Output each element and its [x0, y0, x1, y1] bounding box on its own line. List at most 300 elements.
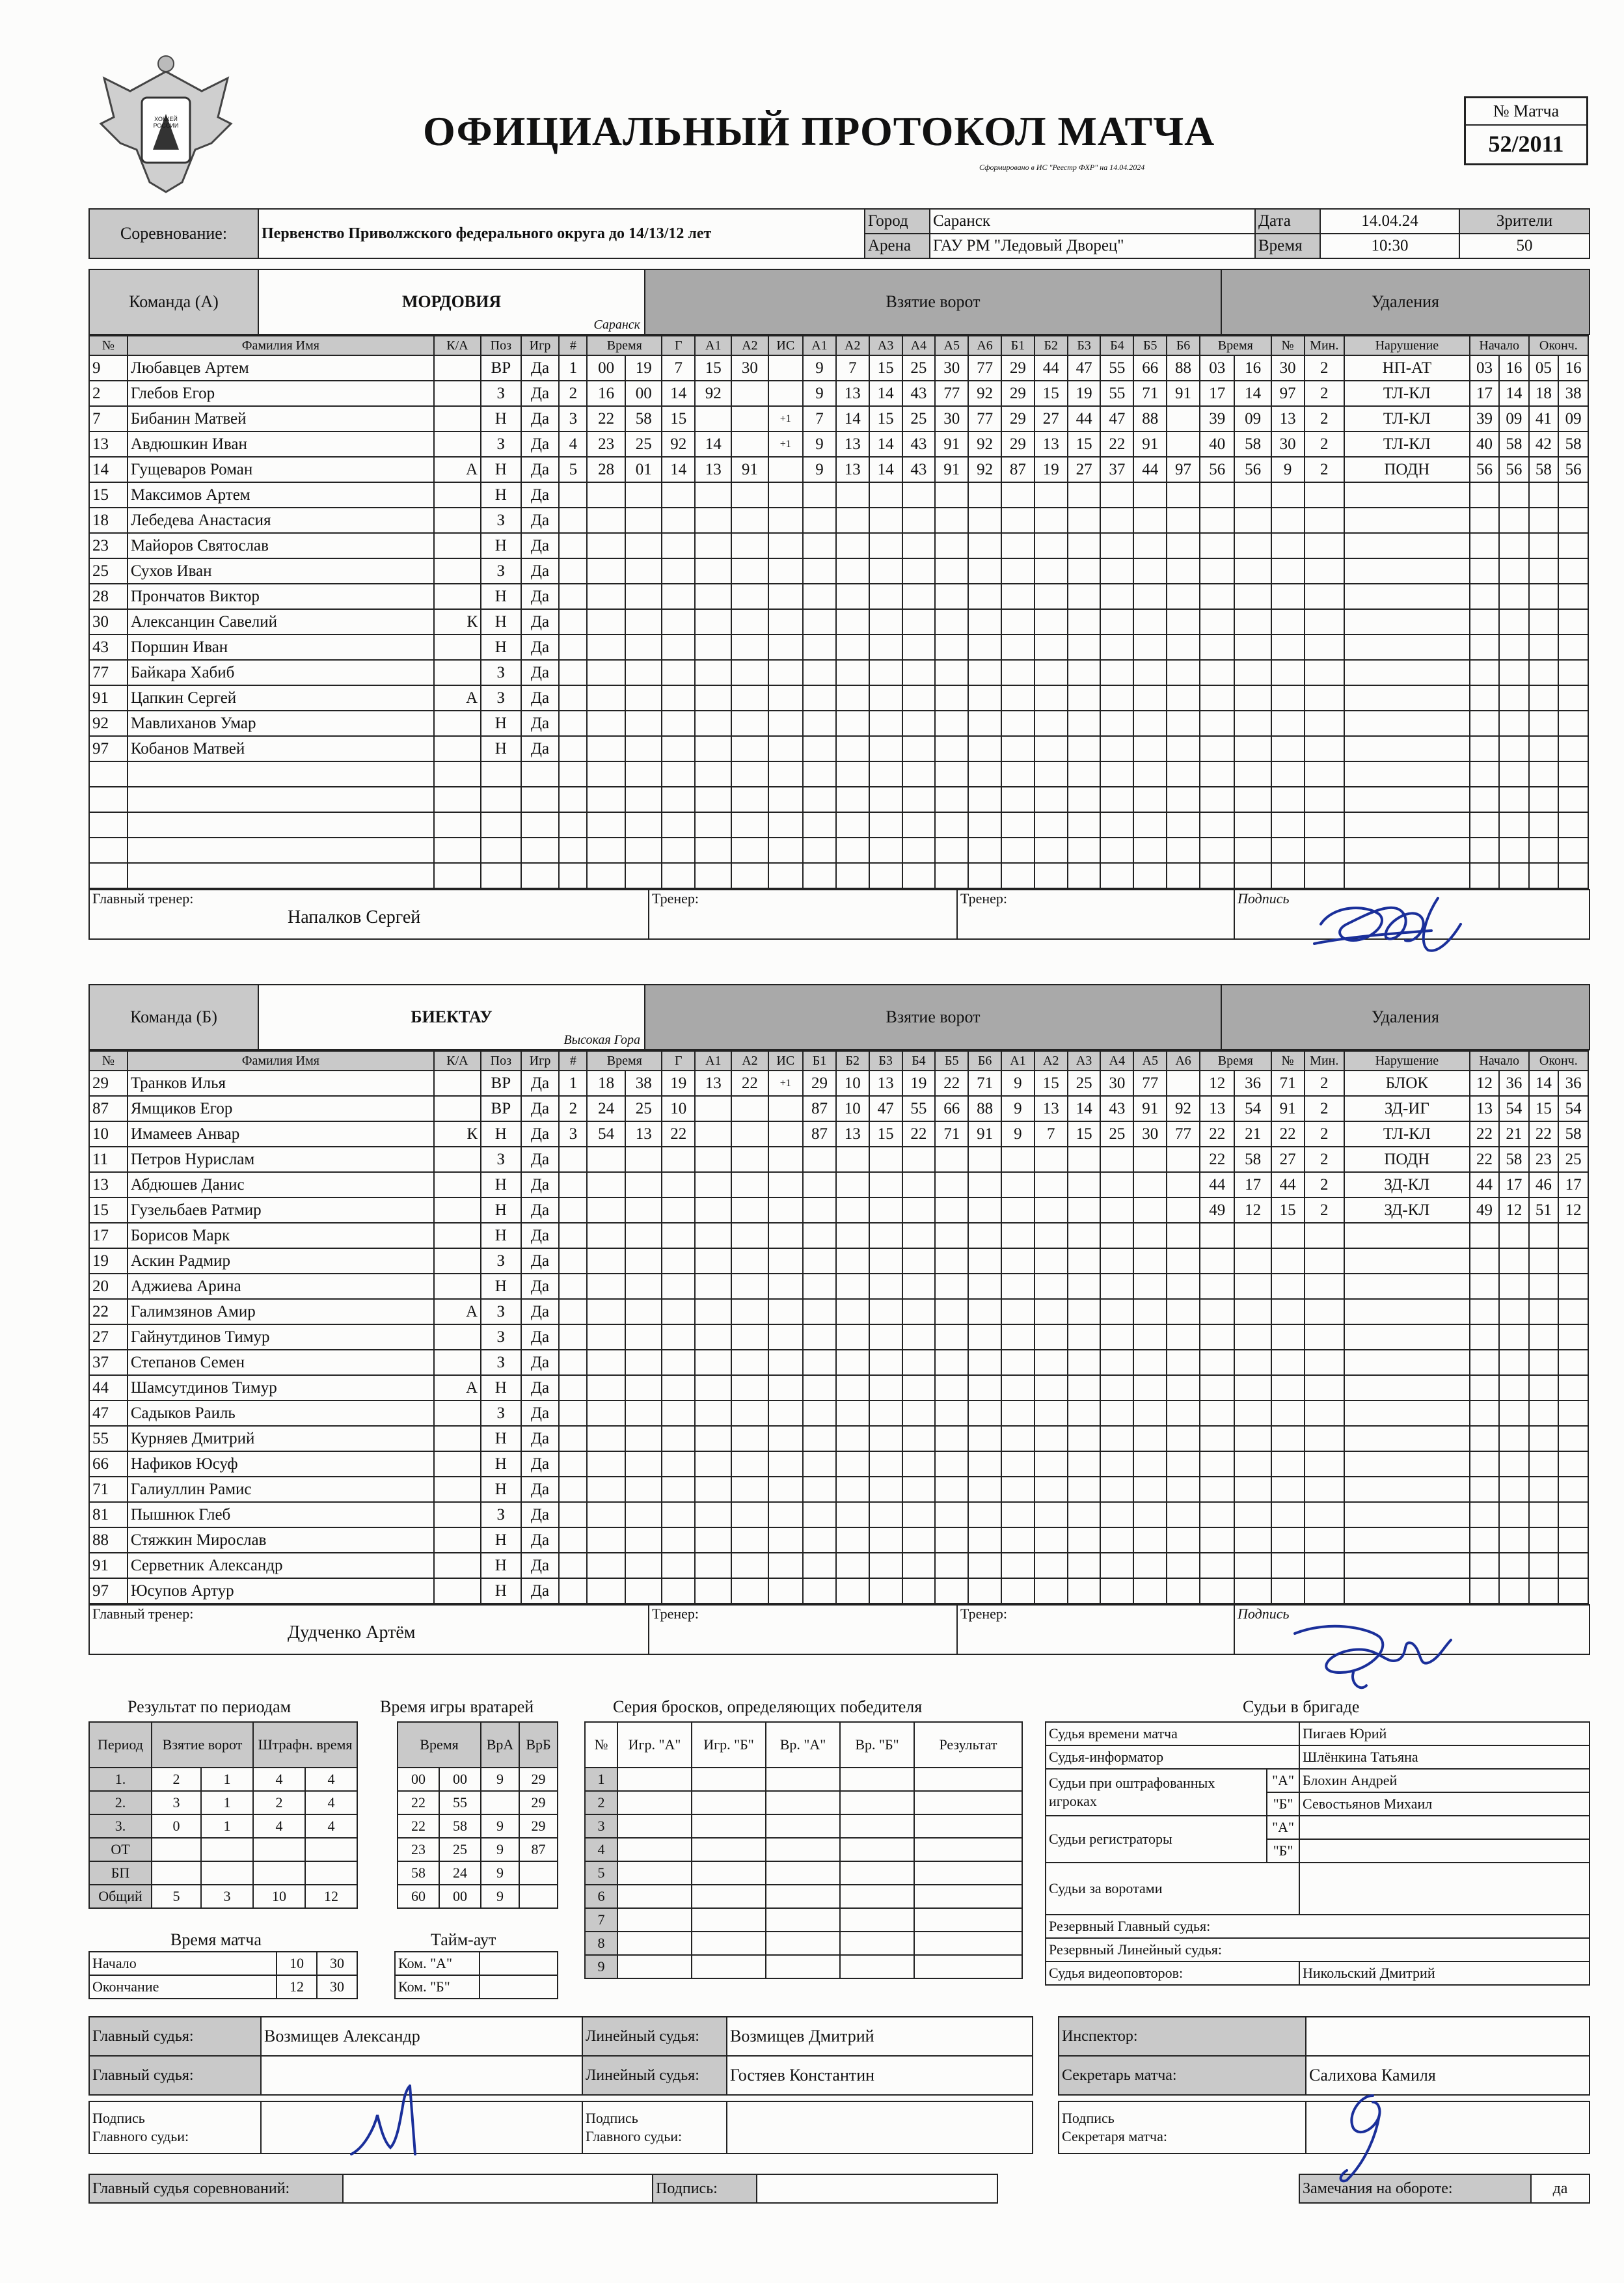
penalty-end-sec: [1558, 1299, 1588, 1324]
player-position: Н: [481, 1578, 521, 1604]
player-played: Да: [521, 1553, 560, 1578]
own-on-ice: [836, 1477, 869, 1502]
penalty-start-min: [1470, 609, 1499, 635]
player-number: [89, 863, 128, 888]
player-position: Н: [481, 1527, 521, 1553]
goal-second: [625, 1553, 662, 1578]
opp-on-ice: [1001, 660, 1035, 685]
opp-on-ice: [1167, 838, 1200, 863]
goal-scorer: [662, 1451, 695, 1477]
period-pim-a: 2: [253, 1791, 305, 1814]
main-ref-signature-b: [727, 2101, 1033, 2153]
player-name: Курняев Дмитрий: [128, 1426, 434, 1451]
registrars-label: Судьи регистраторы: [1046, 1816, 1267, 1863]
player-played: Да: [521, 1502, 560, 1527]
penalty-minute: [1200, 1350, 1235, 1375]
player-name: Серветник Александр: [128, 1553, 434, 1578]
penalty-minutes: [1305, 787, 1345, 812]
goal-scorer: [662, 1223, 695, 1248]
penalty-second: [1234, 787, 1271, 812]
table-row: [585, 1791, 1022, 1814]
goalie-second: 00: [439, 1885, 481, 1908]
goal-situation: [768, 1553, 804, 1578]
shootout-cell: [914, 1791, 1022, 1814]
player-number: 29: [89, 1071, 128, 1096]
col-own-4: Б4: [902, 1051, 936, 1071]
goal-number: [559, 761, 587, 787]
shootout-col-2: Игр. "Б": [692, 1722, 766, 1768]
goal-assist-1: [695, 1401, 731, 1426]
goal-minute: [587, 1451, 625, 1477]
team_a-city: Саранск: [593, 318, 640, 332]
goal-assist-2: [731, 1502, 768, 1527]
time-label: Время: [1255, 234, 1320, 258]
goal-second: [625, 660, 662, 685]
periods-col-period: Период: [89, 1722, 152, 1768]
own-on-ice: [869, 1477, 902, 1502]
opp-on-ice: [1100, 1426, 1133, 1451]
own-on-ice: [968, 660, 1001, 685]
penalty-end-min: [1529, 558, 1558, 584]
player-number: [89, 812, 128, 838]
match-time-title: Время матча: [170, 1930, 262, 1949]
opp-on-ice: [1068, 1350, 1101, 1375]
opp-on-ice: [1133, 609, 1167, 635]
player-name: Алексанцин Савелий: [128, 609, 434, 635]
opp-on-ice: 55: [1100, 355, 1133, 381]
goal-assist-1: 13: [695, 1071, 731, 1096]
penalty-start-sec: [1499, 1527, 1528, 1553]
goal-situation: +1: [768, 431, 804, 457]
own-on-ice: [803, 1375, 836, 1401]
goal-assist-2: [731, 1527, 768, 1553]
own-on-ice: [902, 1553, 936, 1578]
player-role: А: [434, 1375, 481, 1401]
shootout-col-0: №: [585, 1722, 617, 1768]
table-row: [89, 1477, 1588, 1502]
player-played: Да: [521, 1274, 560, 1299]
penalty-player: [1271, 1502, 1305, 1527]
col-a1: А1: [695, 336, 731, 355]
opp-on-ice: 30: [1133, 1121, 1167, 1147]
match-number-box: [1464, 96, 1588, 165]
own-on-ice: [902, 1477, 936, 1502]
opp-on-ice: [1001, 1274, 1035, 1299]
goal-situation: [768, 508, 804, 533]
goal-assist-2: [731, 1451, 768, 1477]
opp-on-ice: 19: [1035, 457, 1068, 482]
goal-second: 01: [625, 457, 662, 482]
opp-on-ice: [1068, 1223, 1101, 1248]
player-name: Кобанов Матвей: [128, 736, 434, 761]
player-number: 87: [89, 1096, 128, 1121]
opp-on-ice: 66: [1133, 355, 1167, 381]
own-on-ice: 87: [803, 1121, 836, 1147]
own-on-ice: [968, 1426, 1001, 1451]
player-name: Юсупов Артур: [128, 1578, 434, 1604]
own-on-ice: [935, 660, 968, 685]
goal-minute: [587, 1299, 625, 1324]
opp-on-ice: [1100, 1502, 1133, 1527]
table-row: [585, 1885, 1022, 1908]
goal-assist-2: [731, 1147, 768, 1172]
player-number: 18: [89, 508, 128, 533]
player-played: [521, 812, 560, 838]
goal-number: [559, 609, 587, 635]
penalty-end-sec: [1558, 584, 1588, 609]
penalty-end-min: [1529, 1553, 1558, 1578]
shootout-cell: [766, 1861, 840, 1885]
penalty-end-min: [1529, 1299, 1558, 1324]
player-number: [89, 761, 128, 787]
penalty-player: [1271, 711, 1305, 736]
informer-label: Судья-информатор: [1046, 1745, 1299, 1769]
goal-situation: [768, 1197, 804, 1223]
end-label: Окончание: [89, 1975, 277, 1999]
player-position: З: [481, 685, 521, 711]
penalty-end-min: [1529, 1451, 1558, 1477]
table-row: [89, 711, 1588, 736]
opp-on-ice: [1001, 1477, 1035, 1502]
goal-situation: [768, 609, 804, 635]
penalty-start-min: [1470, 1223, 1499, 1248]
penalty-end-min: 05: [1529, 355, 1558, 381]
col-own-5: А5: [935, 336, 968, 355]
goalie-minute: 60: [398, 1885, 439, 1908]
goal-minute: 00: [587, 355, 625, 381]
shootout-cell: [840, 1885, 914, 1908]
player-position: Н: [481, 1197, 521, 1223]
opp-on-ice: [1035, 711, 1068, 736]
goal-number: 4: [559, 431, 587, 457]
own-on-ice: [935, 533, 968, 558]
period-pim-b: 4: [305, 1814, 357, 1838]
penalty-start-min: [1470, 1375, 1499, 1401]
penalty-start-sec: 12: [1499, 1197, 1528, 1223]
shootout-cell: [766, 1768, 840, 1791]
own-on-ice: [803, 1426, 836, 1451]
opp-on-ice: [1035, 1197, 1068, 1223]
player-number: 27: [89, 1324, 128, 1350]
own-on-ice: [869, 1426, 902, 1451]
team_b-city: Высокая Гора: [563, 1033, 640, 1047]
player-name: Лебедева Анастасия: [128, 508, 434, 533]
own-on-ice: [869, 1502, 902, 1527]
opp-on-ice: [1133, 1426, 1167, 1451]
own-on-ice: [836, 1401, 869, 1426]
own-on-ice: 9: [803, 457, 836, 482]
table-row: [398, 1861, 558, 1885]
col-own-2: Б2: [836, 1051, 869, 1071]
goal-scorer: [662, 787, 695, 812]
player-played: Да: [521, 1147, 560, 1172]
penalty-minute: 03: [1200, 355, 1235, 381]
penalty-minute: [1200, 1502, 1235, 1527]
penalty-minutes: [1305, 1502, 1345, 1527]
opp-on-ice: [1001, 761, 1035, 787]
penalty-end-sec: [1558, 660, 1588, 685]
goal-judges-label: Судьи за воротами: [1046, 1863, 1299, 1915]
penalty-second: [1234, 1578, 1271, 1604]
goal-number: [559, 1324, 587, 1350]
col-pos: Поз: [481, 1051, 521, 1071]
opp-on-ice: [1167, 1172, 1200, 1197]
goal-situation: [768, 584, 804, 609]
penalty-start-sec: [1499, 1350, 1528, 1375]
col-ka: К/А: [434, 336, 481, 355]
competition-chief-name: [343, 2174, 653, 2203]
penalty-second: [1234, 1350, 1271, 1375]
player-number: 37: [89, 1350, 128, 1375]
table-row: [398, 1838, 558, 1861]
goal-second: [625, 736, 662, 761]
own-on-ice: 91: [935, 431, 968, 457]
goal-second: [625, 1299, 662, 1324]
col-pen-time: Время: [1200, 1051, 1271, 1071]
goal-minute: [587, 1578, 625, 1604]
spectators-value: 50: [1459, 234, 1590, 258]
player-played: Да: [521, 558, 560, 584]
own-on-ice: [935, 1223, 968, 1248]
opp-on-ice: [1035, 1172, 1068, 1197]
own-on-ice: [836, 1299, 869, 1324]
table-row: [398, 1814, 558, 1838]
goal-assist-2: [731, 1350, 768, 1375]
penalty-start-min: [1470, 812, 1499, 838]
own-on-ice: [935, 1375, 968, 1401]
player-position: З: [481, 660, 521, 685]
goal-number: [559, 1553, 587, 1578]
player-name: Нафиков Юсуф: [128, 1451, 434, 1477]
own-on-ice: 13: [869, 1071, 902, 1096]
goal-number: [559, 1527, 587, 1553]
goal-second: [625, 711, 662, 736]
table-row: [89, 812, 1588, 838]
shootout-cell: [840, 1791, 914, 1814]
opp-on-ice: [1167, 1071, 1200, 1096]
goal-minute: [587, 761, 625, 787]
player-played: Да: [521, 1324, 560, 1350]
opp-on-ice: [1035, 558, 1068, 584]
player-played: Да: [521, 1350, 560, 1375]
penalty-player: [1271, 660, 1305, 685]
table-row: [89, 736, 1588, 761]
own-on-ice: [935, 609, 968, 635]
own-on-ice: [968, 1248, 1001, 1274]
col-pos: Поз: [481, 336, 521, 355]
shootout-cell: [840, 1838, 914, 1861]
opp-on-ice: [1133, 812, 1167, 838]
penalty-start-min: [1470, 1426, 1499, 1451]
goal-number: [559, 685, 587, 711]
own-on-ice: 13: [836, 1121, 869, 1147]
player-played: Да: [521, 1477, 560, 1502]
opp-on-ice: [1100, 558, 1133, 584]
col-opp-6: А6: [1167, 1051, 1200, 1071]
own-on-ice: 10: [836, 1096, 869, 1121]
opp-on-ice: [1167, 863, 1200, 888]
own-on-ice: [935, 635, 968, 660]
opp-on-ice: [1035, 1299, 1068, 1324]
period-pim-a: [253, 1861, 305, 1885]
penalty-violation: [1344, 1527, 1470, 1553]
inspector-label: Инспектор:: [1059, 2017, 1306, 2056]
table-row: [89, 660, 1588, 685]
inspector-name: [1306, 2017, 1590, 2056]
penalty-end-min: 51: [1529, 1197, 1558, 1223]
table-row: [398, 1791, 558, 1814]
penalty-end-sec: 56: [1558, 457, 1588, 482]
opp-on-ice: [1167, 761, 1200, 787]
opp-on-ice: 44: [1068, 406, 1101, 431]
player-played: Да: [521, 508, 560, 533]
own-on-ice: 14: [869, 457, 902, 482]
penalty-minute: 17: [1200, 381, 1235, 406]
shootout-cell: [766, 1838, 840, 1861]
shootout-cell: [766, 1814, 840, 1838]
shootout-cell: [766, 1885, 840, 1908]
player-name: Бибанин Матвей: [128, 406, 434, 431]
opp-on-ice: [1167, 406, 1200, 431]
player-played: [521, 761, 560, 787]
penalty-start-sec: [1499, 660, 1528, 685]
reserve-line-label: Резервный Линейный судья:: [1046, 1938, 1590, 1962]
player-position: Н: [481, 1121, 521, 1147]
goal-number: [559, 1451, 587, 1477]
goal-assist-2: [731, 1375, 768, 1401]
goal-minute: 22: [587, 406, 625, 431]
goal-minute: [587, 812, 625, 838]
penalty-end-min: [1529, 482, 1558, 508]
penalty-end-min: [1529, 1401, 1558, 1426]
own-on-ice: [803, 1527, 836, 1553]
period-name: 3.: [89, 1814, 152, 1838]
own-on-ice: [902, 1274, 936, 1299]
player-name: [128, 863, 434, 888]
own-on-ice: [935, 812, 968, 838]
table-row: [89, 1096, 1588, 1121]
goal-assist-2: [731, 711, 768, 736]
own-on-ice: 10: [836, 1071, 869, 1096]
goal-scorer: [662, 1527, 695, 1553]
own-on-ice: [902, 1451, 936, 1477]
penalty-minutes: [1305, 1477, 1345, 1502]
goal-second: [625, 1248, 662, 1274]
penalty-violation: [1344, 1324, 1470, 1350]
penalty-start-min: 40: [1470, 431, 1499, 457]
own-on-ice: [869, 584, 902, 609]
own-on-ice: [968, 838, 1001, 863]
goalie-b: [519, 1861, 558, 1885]
city-label: Город: [865, 209, 930, 234]
own-on-ice: [902, 1527, 936, 1553]
penalty-start-min: [1470, 1451, 1499, 1477]
opp-on-ice: [1001, 1172, 1035, 1197]
player-role: К: [434, 1121, 481, 1147]
own-on-ice: [803, 761, 836, 787]
opp-on-ice: 91: [1167, 381, 1200, 406]
penalty-end-sec: [1558, 1578, 1588, 1604]
penalty-minute: [1200, 660, 1235, 685]
shootout-col-5: Результат: [914, 1722, 1022, 1768]
player-number: 19: [89, 1248, 128, 1274]
opp-on-ice: [1167, 584, 1200, 609]
penalty-player: [1271, 1223, 1305, 1248]
timekeeper-label: Судья времени матча: [1046, 1722, 1299, 1745]
player-name: Поршин Иван: [128, 635, 434, 660]
penalty-player: 9: [1271, 457, 1305, 482]
opp-on-ice: [1068, 1274, 1101, 1299]
table-row: [89, 787, 1588, 812]
table-row: [89, 1248, 1588, 1274]
player-role: [434, 812, 481, 838]
shootout-cell: [840, 1932, 914, 1955]
table-row: [89, 1147, 1588, 1172]
opp-on-ice: [1100, 1350, 1133, 1375]
penalty-end-sec: 12: [1558, 1197, 1588, 1223]
opp-on-ice: [1100, 685, 1133, 711]
goal-situation: [768, 1223, 804, 1248]
penalty-player: [1271, 1401, 1305, 1426]
spacer: [1033, 2101, 1059, 2153]
penalty-end-sec: [1558, 787, 1588, 812]
col-own-6: А6: [968, 336, 1001, 355]
own-on-ice: [935, 1426, 968, 1451]
player-played: Да: [521, 609, 560, 635]
penalty-second: [1234, 482, 1271, 508]
opp-on-ice: [1001, 736, 1035, 761]
goal-second: [625, 508, 662, 533]
penalty-end-min: [1529, 1223, 1558, 1248]
opp-on-ice: [1068, 812, 1101, 838]
player-position: ВР: [481, 1096, 521, 1121]
own-on-ice: [935, 1477, 968, 1502]
opp-on-ice: [1068, 635, 1101, 660]
shootout-cell: [766, 1955, 840, 1978]
shootout-cell: [840, 1861, 914, 1885]
goal-assist-2: [731, 609, 768, 635]
penalty-start-sec: 16: [1499, 355, 1528, 381]
own-on-ice: [968, 1350, 1001, 1375]
goal-number: 3: [559, 1121, 587, 1147]
penalty-violation: [1344, 660, 1470, 685]
col-pen-viol: Нарушение: [1344, 336, 1470, 355]
penalty-start-sec: [1499, 609, 1528, 635]
goal-second: [625, 1426, 662, 1451]
player-name: Петров Нурислам: [128, 1147, 434, 1172]
opp-on-ice: [1001, 1578, 1035, 1604]
col-opp-6: Б6: [1167, 336, 1200, 355]
goalie-a: 9: [481, 1838, 519, 1861]
opp-on-ice: [1167, 1477, 1200, 1502]
own-on-ice: [968, 635, 1001, 660]
player-name: Мавлиханов Умар: [128, 711, 434, 736]
penalty-minute: [1200, 838, 1235, 863]
opp-on-ice: [1035, 787, 1068, 812]
penalty-minute: 40: [1200, 431, 1235, 457]
goal-minute: [587, 660, 625, 685]
goal-assist-1: [695, 1274, 731, 1299]
own-on-ice: [803, 1248, 836, 1274]
col-pen-viol: Нарушение: [1344, 1051, 1470, 1071]
opp-on-ice: [1167, 660, 1200, 685]
own-on-ice: [902, 863, 936, 888]
sign-main-label-3: Подпись: [586, 2110, 638, 2126]
own-on-ice: [902, 609, 936, 635]
penalty-end-min: 14: [1529, 1071, 1558, 1096]
player-number: 2: [89, 381, 128, 406]
penalty-minute: [1200, 812, 1235, 838]
